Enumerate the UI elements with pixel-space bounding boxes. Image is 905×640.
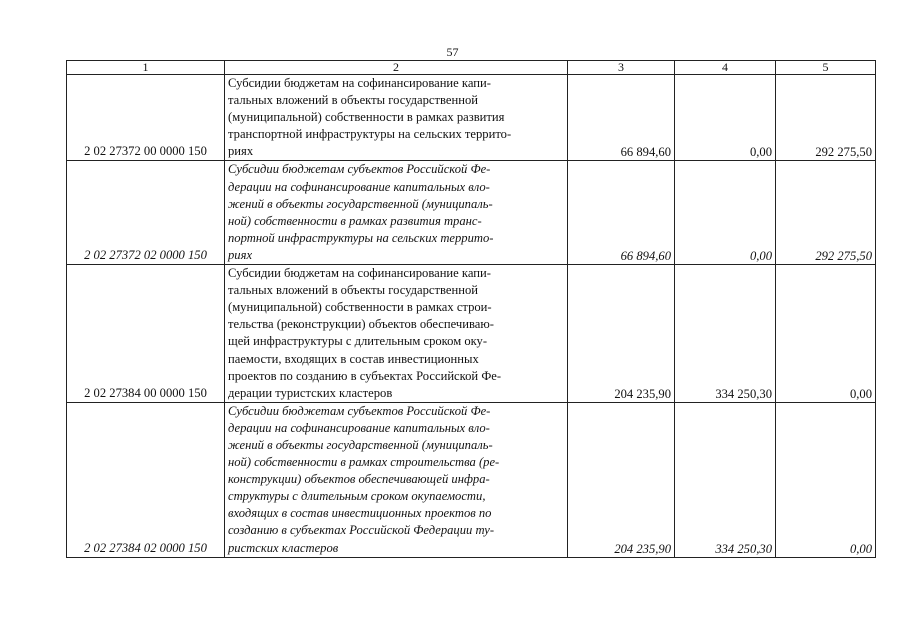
- header-col-1: 1: [67, 61, 225, 75]
- row-description: [225, 402, 568, 557]
- row-description-line: жений в объекты государственной (муниципаль-: [228, 437, 493, 452]
- row-description-line: структуры с длительным сроком окупаемости,: [228, 489, 486, 504]
- row-value-col3: 66 894,60: [568, 161, 675, 265]
- row-description-line: риях: [228, 247, 253, 262]
- page-number: 57: [446, 45, 459, 59]
- row-code: 2 02 27372 02 0000 150: [67, 161, 225, 265]
- row-code: 2 02 27384 02 0000 150: [67, 402, 225, 557]
- row-description-line: дерации туристских кластеров: [228, 385, 393, 400]
- table-row: [67, 265, 876, 403]
- row-description-line: портной инфраструктуры на сельских террито-: [228, 230, 494, 245]
- row-description-line: Субсидии бюджетам субъектов Российской Фе-: [228, 403, 491, 418]
- header-col-2: 2: [225, 61, 568, 75]
- row-description-line: Субсидии бюджетам на софинансирование капи-: [228, 76, 491, 90]
- header-col-4: 4: [675, 61, 776, 75]
- row-value-col4: 334 250,30: [675, 402, 776, 557]
- budget-table: [66, 60, 876, 558]
- row-description-line: дерации на софинансирование капитальных вло-: [228, 420, 490, 435]
- row-description-line: (муниципальной) собственности в рамках строи-: [228, 300, 492, 315]
- row-description-line: проектов по созданию в субъектах Российской Фе-: [228, 368, 502, 383]
- row-description-line: тальных вложений в объекты государственной: [228, 93, 478, 108]
- row-description-line: жений в объекты государственной (муниципаль-: [228, 196, 493, 211]
- row-description: [225, 265, 568, 403]
- row-description-line: ной) собственности в рамках строительства (ре-: [228, 455, 500, 470]
- row-description-line: тальных вложений в объекты государственной: [228, 283, 478, 298]
- row-description-line: риях: [228, 144, 254, 159]
- row-description-line: (муниципальной) собственности в рамках развития: [228, 110, 505, 125]
- row-description: [225, 161, 568, 265]
- row-value-col5: 292 275,50: [776, 75, 876, 161]
- row-value-col4: 0,00: [675, 161, 776, 265]
- row-code: 2 02 27372 00 0000 150: [67, 75, 225, 161]
- table-row: [67, 161, 876, 265]
- header-row: [67, 61, 876, 75]
- row-description-line: ристских кластеров: [228, 540, 339, 555]
- row-description-line: паемости, входящих в состав инвестиционных: [228, 351, 479, 366]
- row-code: 2 02 27384 00 0000 150: [67, 265, 225, 403]
- row-description-line: транспортной инфраструктуры на сельских террито-: [228, 127, 512, 142]
- row-description-line: ной) собственности в рамках развития транс-: [228, 213, 482, 228]
- row-description-line: созданию в субъектах Российской Федерации ту-: [228, 523, 495, 538]
- row-description-line: щей инфраструктуры с длительным сроком оку-: [228, 334, 488, 349]
- table-row: [67, 402, 876, 557]
- table-body: [67, 75, 876, 558]
- row-value-col3: 204 235,90: [568, 402, 675, 557]
- row-value-col3: 66 894,60: [568, 75, 675, 161]
- table-row: [67, 75, 876, 161]
- row-value-col4: 0,00: [675, 75, 776, 161]
- row-value-col5: 0,00: [776, 265, 876, 403]
- row-value-col4: 334 250,30: [675, 265, 776, 403]
- row-value-col5: 292 275,50: [776, 161, 876, 265]
- row-description-line: Субсидии бюджетам субъектов Российской Фе-: [228, 162, 491, 177]
- row-description-line: входящих в состав инвестиционных проектов по: [228, 506, 492, 521]
- row-description-line: Субсидии бюджетам на софинансирование капи-: [228, 266, 491, 281]
- row-description-line: тельства (реконструкции) объектов обеспечиваю-: [228, 317, 494, 332]
- header-col-5: 5: [776, 61, 876, 75]
- header-col-3: 3: [568, 61, 675, 75]
- row-description-line: конструкции) объектов обеспечивающей инфра-: [228, 472, 490, 487]
- row-description: [225, 75, 568, 161]
- row-value-col3: 204 235,90: [568, 265, 675, 403]
- row-description-line: дерации на софинансирование капитальных вло-: [228, 179, 490, 194]
- row-value-col5: 0,00: [776, 402, 876, 557]
